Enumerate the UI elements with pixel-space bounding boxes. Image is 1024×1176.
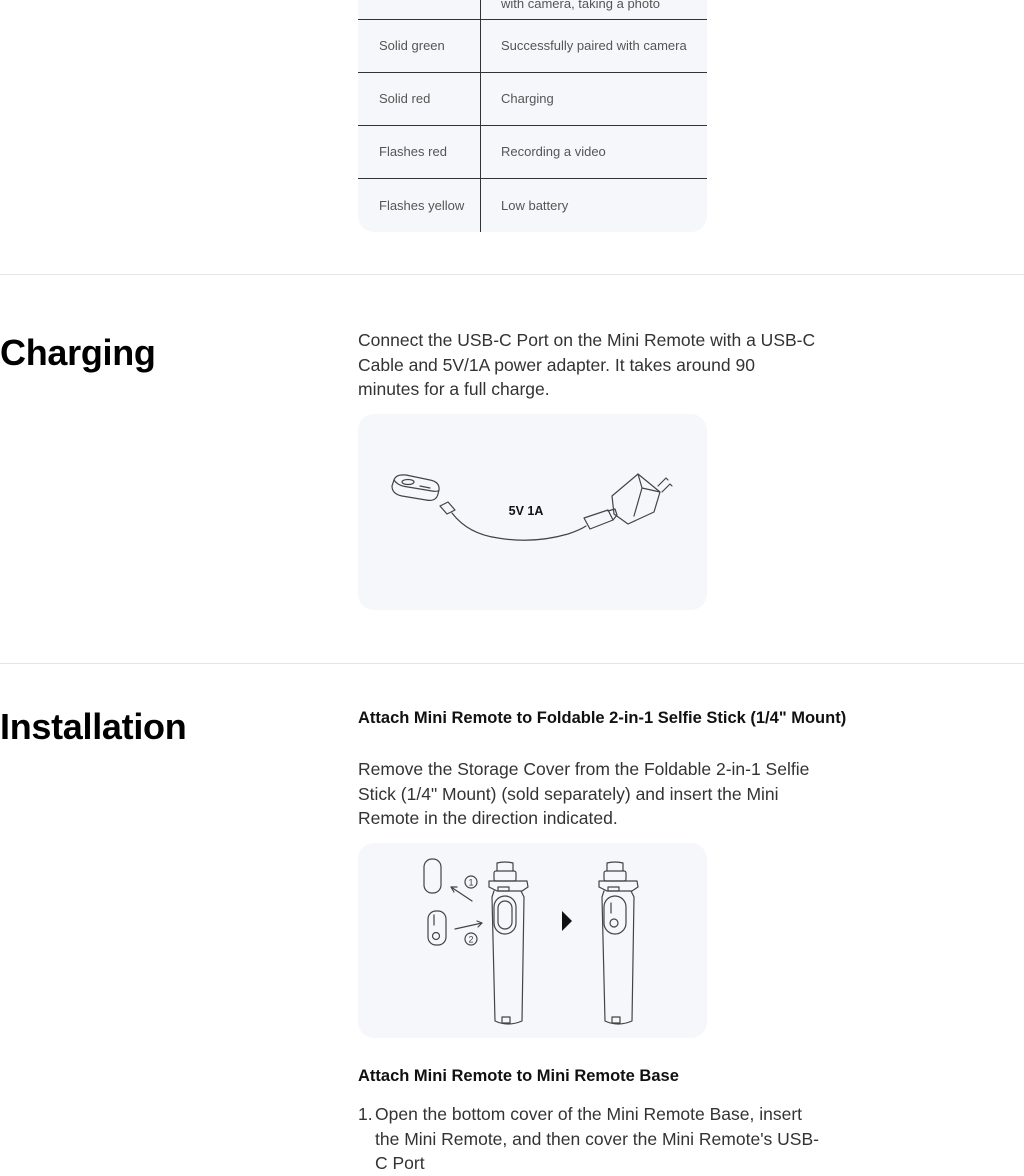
step-number: 1. <box>358 1104 373 1124</box>
remote-base-heading: Attach Mini Remote to Mini Remote Base <box>358 1067 679 1085</box>
meaning-cell: with camera, taking a photo <box>501 0 660 11</box>
section-divider <box>0 274 1024 275</box>
meaning-cell: Successfully paired with camera <box>501 38 687 53</box>
selfie-stick-heading: Attach Mini Remote to Foldable 2-in-1 Selfie Stick (1/4" Mount) <box>358 709 847 727</box>
voltage-label: 5V 1A <box>508 504 544 518</box>
status-cell <box>358 0 480 19</box>
table-row-divider <box>358 178 707 179</box>
step-marker: 2 <box>468 934 474 945</box>
table-row <box>358 0 707 19</box>
charging-title: Charging <box>0 332 156 373</box>
mini-remote-drawing <box>428 911 446 945</box>
led-status-table <box>358 0 707 232</box>
mini-remote-drawing <box>392 475 439 501</box>
table-row <box>358 178 707 232</box>
selfie-stick-drawing <box>489 862 528 1024</box>
step-marker: 1 <box>468 877 474 888</box>
status-cell: Flashes yellow <box>379 197 465 213</box>
table-row <box>358 19 707 72</box>
charging-diagram <box>358 414 707 610</box>
status-cell: Solid green <box>379 38 445 53</box>
table-row-divider <box>358 72 707 73</box>
installation-title: Installation <box>0 706 187 747</box>
table-column-divider <box>480 0 481 232</box>
status-cell: Flashes red <box>379 144 447 159</box>
charging-description: Connect the USB-C Port on the Mini Remote with a USB-C Cable and 5V/1A power adapter. It takes around 90 minutes for a full charge. <box>358 330 816 399</box>
table-row <box>358 72 707 125</box>
power-adapter-drawing <box>612 474 672 524</box>
selfie-stick-description: Remove the Storage Cover from the Foldable 2-in-1 Selfie Stick (1/4" Mount) (sold separately) and insert the Mini Remote in the direction indicated. <box>358 759 810 828</box>
meaning-cell: Charging <box>501 91 554 106</box>
status-cell: Solid red <box>379 91 431 106</box>
table-row-divider <box>358 125 707 126</box>
selfie-stick-illustration <box>358 843 707 1038</box>
selfie-stick-drawing <box>599 862 638 1024</box>
table-row <box>358 125 707 178</box>
table-row-divider <box>358 19 707 20</box>
selfie-stick-diagram <box>358 843 707 1038</box>
section-divider <box>0 663 1024 664</box>
arrow-right-icon <box>562 911 572 931</box>
step-text: Open the bottom cover of the Mini Remote Base, insert the Mini Remote, and then cover the Mini Remote's USB-C Port <box>375 1104 819 1173</box>
meaning-cell: Low battery <box>501 197 569 213</box>
storage-cover-drawing <box>424 859 441 893</box>
meaning-cell: Recording a video <box>501 144 606 159</box>
charging-illustration <box>358 414 707 610</box>
